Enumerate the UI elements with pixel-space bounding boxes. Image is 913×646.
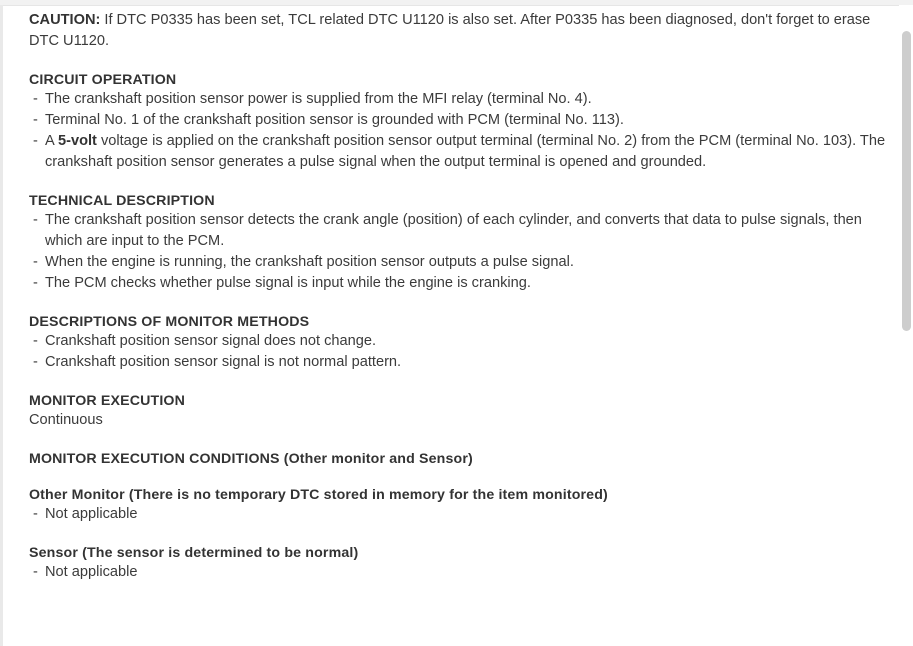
section-heading: CIRCUIT OPERATION <box>29 72 177 88</box>
list-item: - Crankshaft position sensor signal is not normal pattern. <box>29 352 895 373</box>
section-monitor-execution-conditions <box>29 451 895 467</box>
scrollbar-thumb[interactable] <box>902 31 911 331</box>
section-list <box>29 210 895 294</box>
list-item: - Terminal No. 1 of the crankshaft position sensor is grounded with PCM (terminal No. 113). <box>29 110 895 131</box>
section-list <box>29 89 895 173</box>
caution-text: If DTC P0335 has been set, TCL related DTC U1120 is also set. After P0335 has been diagnosed, don't forget to erase DTC U1120. <box>29 12 871 49</box>
vertical-scrollbar[interactable] <box>899 5 913 646</box>
list-item: - A 5-volt voltage is applied on the crankshaft position sensor output terminal (terminal No. 2) from the PCM (terminal No. 103). The crankshaft position sensor generates a pulse signal when the output terminal is opened and grounded. <box>29 131 895 173</box>
list-item: - Not applicable <box>29 562 895 583</box>
document-content <box>29 10 895 583</box>
section-other-monitor <box>29 487 895 525</box>
list-item: - Not applicable <box>29 504 895 525</box>
section-heading: Other Monitor (There is no temporary DTC stored in memory for the item monitored) <box>29 487 608 503</box>
section-heading: DESCRIPTIONS OF MONITOR METHODS <box>29 314 310 330</box>
section-descriptions-of-monitor-methods <box>29 314 895 373</box>
section-monitor-execution <box>29 393 895 431</box>
section-heading: Sensor (The sensor is determined to be normal) <box>29 545 359 561</box>
section-paragraph: Continuous <box>29 412 103 428</box>
caution-paragraph <box>29 10 877 52</box>
section-sensor <box>29 545 895 583</box>
section-technical-description <box>29 193 895 294</box>
section-heading: MONITOR EXECUTION CONDITIONS (Other monitor and Sensor) <box>29 451 473 467</box>
left-margin-rule <box>0 5 3 646</box>
section-list <box>29 504 895 525</box>
caution-label: CAUTION: <box>29 12 101 28</box>
section-heading: MONITOR EXECUTION <box>29 393 185 409</box>
list-item: - When the engine is running, the crankshaft position sensor outputs a pulse signal. <box>29 252 895 273</box>
list-item: - The crankshaft position sensor power is supplied from the MFI relay (terminal No. 4). <box>29 89 895 110</box>
list-item: - The PCM checks whether pulse signal is input while the engine is cranking. <box>29 273 895 294</box>
list-item: - The crankshaft position sensor detects the crank angle (position) of each cylinder, and converts that data to pulse signals, then which are input to the PCM. <box>29 210 895 252</box>
section-circuit-operation <box>29 72 895 173</box>
section-heading: TECHNICAL DESCRIPTION <box>29 193 215 209</box>
section-list <box>29 562 895 583</box>
list-item: - Crankshaft position sensor signal does not change. <box>29 331 895 352</box>
section-list <box>29 331 895 373</box>
top-border-strip <box>0 0 913 6</box>
